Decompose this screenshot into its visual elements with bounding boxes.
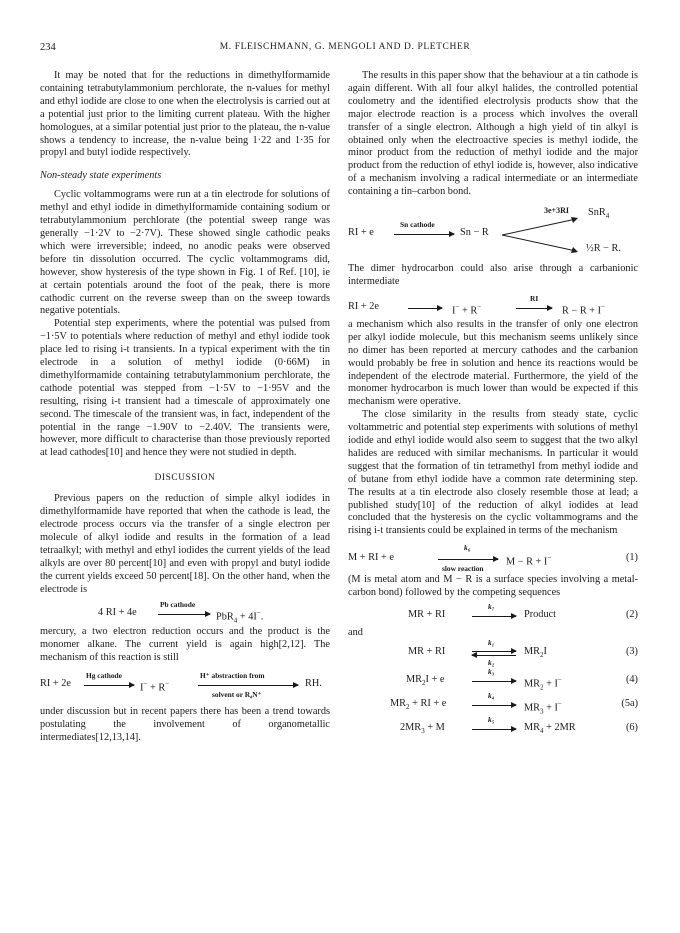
eq1-right: M − R + I− [506, 554, 552, 568]
eq-sn-condition: Sn cathode [400, 220, 435, 230]
eq5-left: $MR_2$ + RI + e [390, 698, 447, 712]
eq-pb-condition: Pb cathode [160, 600, 196, 610]
page-number: 234 [40, 42, 56, 53]
equation-lead [40, 598, 330, 624]
eq1-left: M + RI + e [348, 552, 394, 564]
eq-hg-condition-3: solvent or R₄N⁺ [212, 690, 262, 700]
paragraph-carbanion-mechanism: a mechanism which also results in the transfer of only one electron per alkyl iodide molecule, but this mechanism seems unlikely since no dimer has been reported at mercury cathodes and the carbanion would probably be free in solution and hence its reactions would be independent of the electrode material. Furthermore, the yield of the monomer hydrocarbon is much lower than would be expected if this mechanism were operative. [348, 318, 638, 408]
reaction-arrow [84, 685, 134, 686]
eq-pb-product: PbR$_4$ + 4I−. [216, 609, 264, 625]
reaction-arrow [472, 681, 516, 682]
eq3-number: (3) [625, 646, 638, 657]
paragraph-n-values: It may be noted that for the reductions in dimethylformamide containing tetrabutylammonium perchlorate, the n-values for methyl and ethyl iodide are close to one when the electrolysis is carried out at a potential just prior to the limiting current plateau. With the higher homologues, at a similar potential just prior to the plateau, the n-value shows a tendency to increase, the n-value being 1·22 and 1·35 for propyl and butyl iodide respectively. [40, 70, 330, 159]
eq-carb-product: R − R + I− [562, 302, 606, 317]
paragraph-potential-step: Potential step experiments, where the potential was pulsed from −1·5V to potentials where reduction of methyl and ethyl iodide took place led to rising i-t transients. In a typical experiment with the tin electrode in a solution of methyl iodide (0·66M) in dimethylformamide containing tetrabutylammonium perchlorate, the cathode potential was stepped from −1·5V to −1·95V and the resulting, rising i-t transient had a timescale of approximately one second. The timescale of the transient was, in fact, independent of the potential in the range −1.90V to −2.40V. The transients were, however, more difficult to characterise than those previously reported at lead cathodes[10] and hence they were not studied in depth. [40, 318, 330, 459]
eq6-number: (6) [625, 722, 638, 733]
eq-sn-upper-product: SnR$_4$ [588, 207, 610, 221]
running-authors: M. FLEISCHMANN, G. MENGOLI AND D. PLETCHER [219, 42, 471, 52]
equation-carbanion [348, 293, 638, 317]
reaction-arrow [408, 308, 442, 309]
eq-carb-condition: RI [530, 293, 539, 303]
reaction-arrow [198, 685, 298, 686]
eq4-right: $MR_2 + I^-$ [524, 676, 562, 692]
connector-and: and [348, 627, 363, 639]
eq5-right: $MR_3 + I^-$ [524, 700, 562, 716]
eq-hg-product: RH. [305, 678, 322, 690]
equation-mercury [40, 668, 330, 704]
right-column [348, 70, 638, 738]
equation-tin [348, 205, 638, 257]
eq-sn-intermediate: Sn − R [460, 227, 489, 239]
equation-5a [348, 692, 638, 714]
subheading-nonsteady: Non-steady state experiments [40, 170, 162, 182]
eq2-right: Product [524, 609, 557, 621]
reaction-arrow [438, 559, 498, 560]
eq-sn-branch-condition: 3e+3RI [544, 206, 569, 216]
eq2-number: (2) [625, 609, 638, 621]
eq-sn-lower-product: ½R − R. [586, 243, 621, 255]
equation-1 [348, 544, 638, 574]
eq1-number: (1) [625, 552, 638, 564]
paragraph-previous-papers: Previous papers on the reduction of simple alkyl iodides in dimethylformamide have reported that when the cathode is lead, the electrode process occurs via the transfer of a single electron per molecule of alkyl iodide and results in the formation of a lead tetraalkyl; with methyl and ethyl iodides the current yields of the lead alkyls are over 80 percent[10] and even with propyl and butyl iodide the current yields exceed 50 percent[18]. On the other hand, when the electrode is [40, 493, 330, 595]
equation-6 [348, 716, 638, 738]
reaction-arrow [394, 234, 454, 235]
eq3-rate-forward: k₁ [488, 638, 495, 647]
reaction-arrow [472, 729, 516, 730]
eq6-right: $MR_4 + 2MR$ [524, 722, 576, 736]
eq1-rate-constant: k₆ [464, 543, 471, 553]
eq6-left: $2MR_3 + M$ [400, 722, 445, 736]
eq3-rate-reverse: k₂ [488, 658, 495, 667]
eq-carb-left: RI + 2e [348, 300, 379, 312]
reaction-arrow [516, 308, 552, 309]
reaction-arrow [472, 705, 516, 706]
paragraph-cyclic-voltammetry: Cyclic voltammograms were run at a tin electrode for solutions of methyl and ethyl iodide in dimethylformamide containing sodium or tetrabutylammonium perchlorate (the potential sweep range was generally −1·2V to −2·7V). These showed single cathodic peaks which were irreversible; indeed, no anodic peaks were observed before tin dissolution occurred. The cyclic voltammograms did, however, show hysteresis of the type shown in Fig. 1 of Ref. [10], ie at certain potentials around the foot of the peak, there is more cathodic current on the reverse sweep than on the sweep towards negative potentials. [40, 189, 330, 317]
paragraph-organometallic: under discussion but in recent papers there has been a trend towards postulating the involvement of organometallic intermediates[12,13,14]. [40, 706, 330, 743]
eq-carb-intermediate: I− + R− [452, 302, 482, 317]
eq-hg-condition: Hg cathode [86, 671, 122, 681]
eq6-rate-constant: k₅ [488, 715, 495, 724]
paragraph-metal-atom: (M is metal atom and M − R is a surface species involving a metal-carbon bond) followed by the competing sequences [348, 574, 638, 599]
eq2-left: MR + RI [408, 609, 446, 621]
section-heading-discussion: DISCUSSION [154, 473, 216, 484]
eq2-rate-constant: k₇ [488, 602, 495, 612]
eq4-rate-constant: k₃ [488, 667, 495, 676]
eq5-number: (5a) [621, 698, 638, 709]
branch-arrows [498, 213, 588, 257]
eq4-left: $MR_2I + e$ [406, 674, 445, 688]
eq-hg-condition-2: H⁺ abstraction from [200, 671, 265, 681]
page-header [40, 42, 650, 58]
equation-4 [348, 668, 638, 690]
paragraph-dimer: The dimer hydrocarbon could also arise through a carbanionic intermediate [348, 263, 638, 287]
equation-3 [348, 640, 638, 666]
reaction-arrow [158, 614, 210, 615]
eq4-number: (4) [625, 674, 638, 685]
reverse-arrow [472, 655, 516, 656]
eq-sn-left: RI + e [348, 227, 374, 239]
eq3-right: $MR_2I$ [524, 646, 547, 660]
eq1-condition: slow reaction [442, 564, 484, 574]
reaction-arrow [472, 616, 516, 617]
equation-2 [348, 603, 638, 625]
eq-pb-left: 4 RI + 4e [98, 607, 137, 619]
eq-hg-left: RI + 2e [40, 678, 71, 690]
paragraph-mercury: mercury, a two electron reduction occurs and the product is the monomer alkane. The current yield is again high[2,12]. The mechanism of this reaction is still [40, 626, 330, 664]
eq-hg-intermediate: I− + R− [140, 680, 170, 694]
paragraph-results: The results in this paper show that the behaviour at a tin cathode is again different. With all four alkyl halides, the controlled potential coulometry and the identified electrolysis products show that the major electrode reaction is a process which involves the overall transfer of a single electron. Although a high yield of tin alkyl is obtained only when the electroactive species is methyl iodide, the minor product from the reduction of methyl iodide and the major product from the reduction of ethyl iodide is, however, also indicative of a mechanism involving a radical intermediate or an intermediate containing a tin–carbon bond. [348, 70, 638, 198]
left-column [40, 70, 330, 745]
eq5-rate-constant: k₄ [488, 691, 495, 700]
eq3-left: MR + RI [408, 646, 446, 657]
forward-arrow [472, 651, 516, 652]
paragraph-similarity: The close similarity in the results from steady state, cyclic voltammetric and potential step experiments with solutions of methyl iodide and ethyl iodide would also seem to suggest that the two alkyl halides are reduced with similar mechanisms. In particular it would suggest that the formation of tin tetramethyl from methyl iodide and of butane from ethyl iodide have a common rate determining step. The results at a tin electrode also closely resemble those at lead; a published study[10] of the reduction of alkyl iodides at lead concluded that the hysteresis on the cyclic voltammograms and the rising i-t transients could be explained in terms of the mechanism [348, 409, 638, 537]
